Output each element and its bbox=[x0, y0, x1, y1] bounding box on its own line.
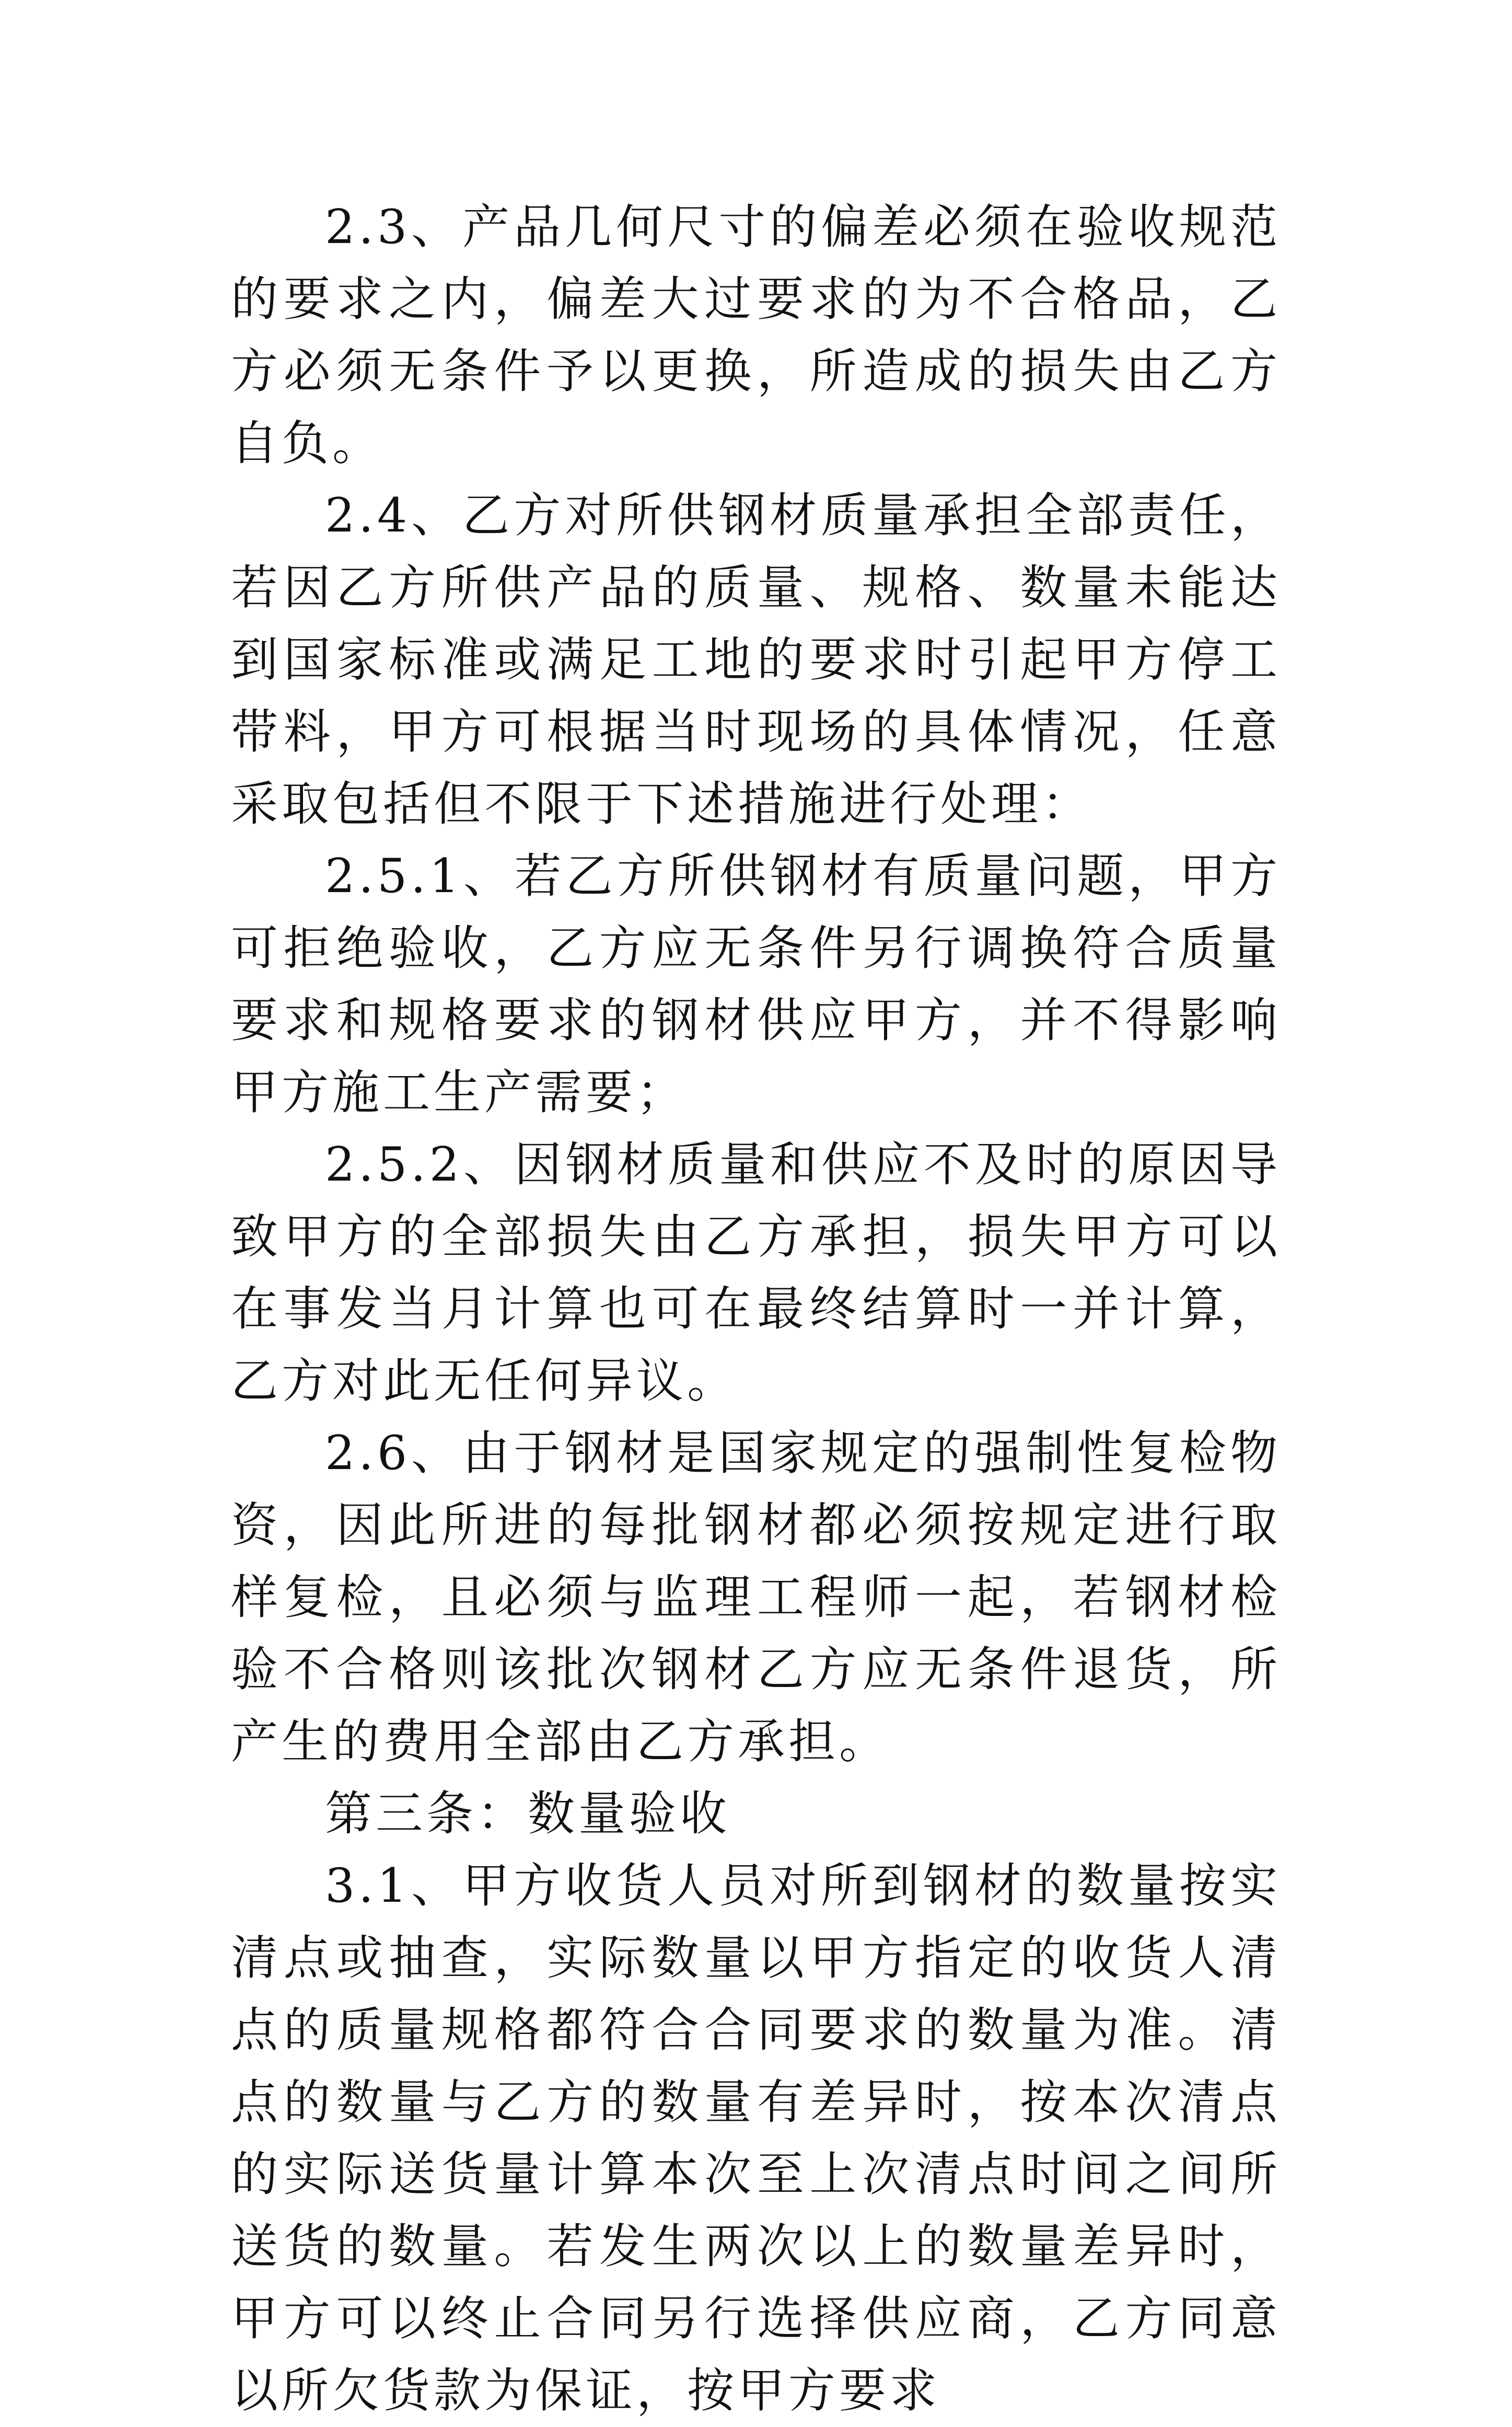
clause-2-6: 2.6、由于钢材是国家规定的强制性复检物资，因此所进的每批钢材都必须按规定进行取样复检，且必须与监理工程师一起，若钢材检验不合格则该批次钢材乙方应无条件退货，所产生的费用全部由乙方承担。 bbox=[231, 1426, 1281, 1769]
clause-2-5-2: 2.5.2、因钢材质量和供应不及时的原因导致甲方的全部损失由乙方承担，损失甲方可以在事发当月计算也可在最终结算时一并计算，乙方对此无任何异议。 bbox=[231, 1137, 1281, 1408]
clause-2-4: 2.4、乙方对所供钢材质量承担全部责任，若因乙方所供产品的质量、规格、数量未能达到国家标准或满足工地的要求时引起甲方停工带料，甲方可根据当时现场的具体情况，任意采取包括但不限于下述措施进行处理： bbox=[231, 488, 1281, 831]
document-body bbox=[231, 191, 1281, 2427]
clause-2-3: 2.3、产品几何尺寸的偏差必须在验收规范的要求之内，偏差大过要求的为不合格品，乙方必须无条件予以更换，所造成的损失由乙方自负。 bbox=[231, 200, 1281, 471]
clause-2-5-1: 2.5.1、若乙方所供钢材有质量问题，甲方可拒绝验收，乙方应无条件另行调换符合质量要求和规格要求的钢材供应甲方，并不得影响甲方施工生产需要； bbox=[231, 849, 1281, 1120]
clause-3-1: 3.1、甲方收货人员对所到钢材的数量按实清点或抽查，实际数量以甲方指定的收货人清点的质量规格都符合合同要求的数量为准。清点的数量与乙方的数量有差异时，按本次清点的实际送货量计算本次至上次清点时间之间所送货的数量。若发生两次以上的数量差异时，甲方可以终止合同另行选择供应商，乙方同意以所欠货款为保证，按甲方要求 bbox=[231, 1858, 1281, 2418]
article-3-heading: 第三条：数量验收 bbox=[325, 1786, 730, 1841]
